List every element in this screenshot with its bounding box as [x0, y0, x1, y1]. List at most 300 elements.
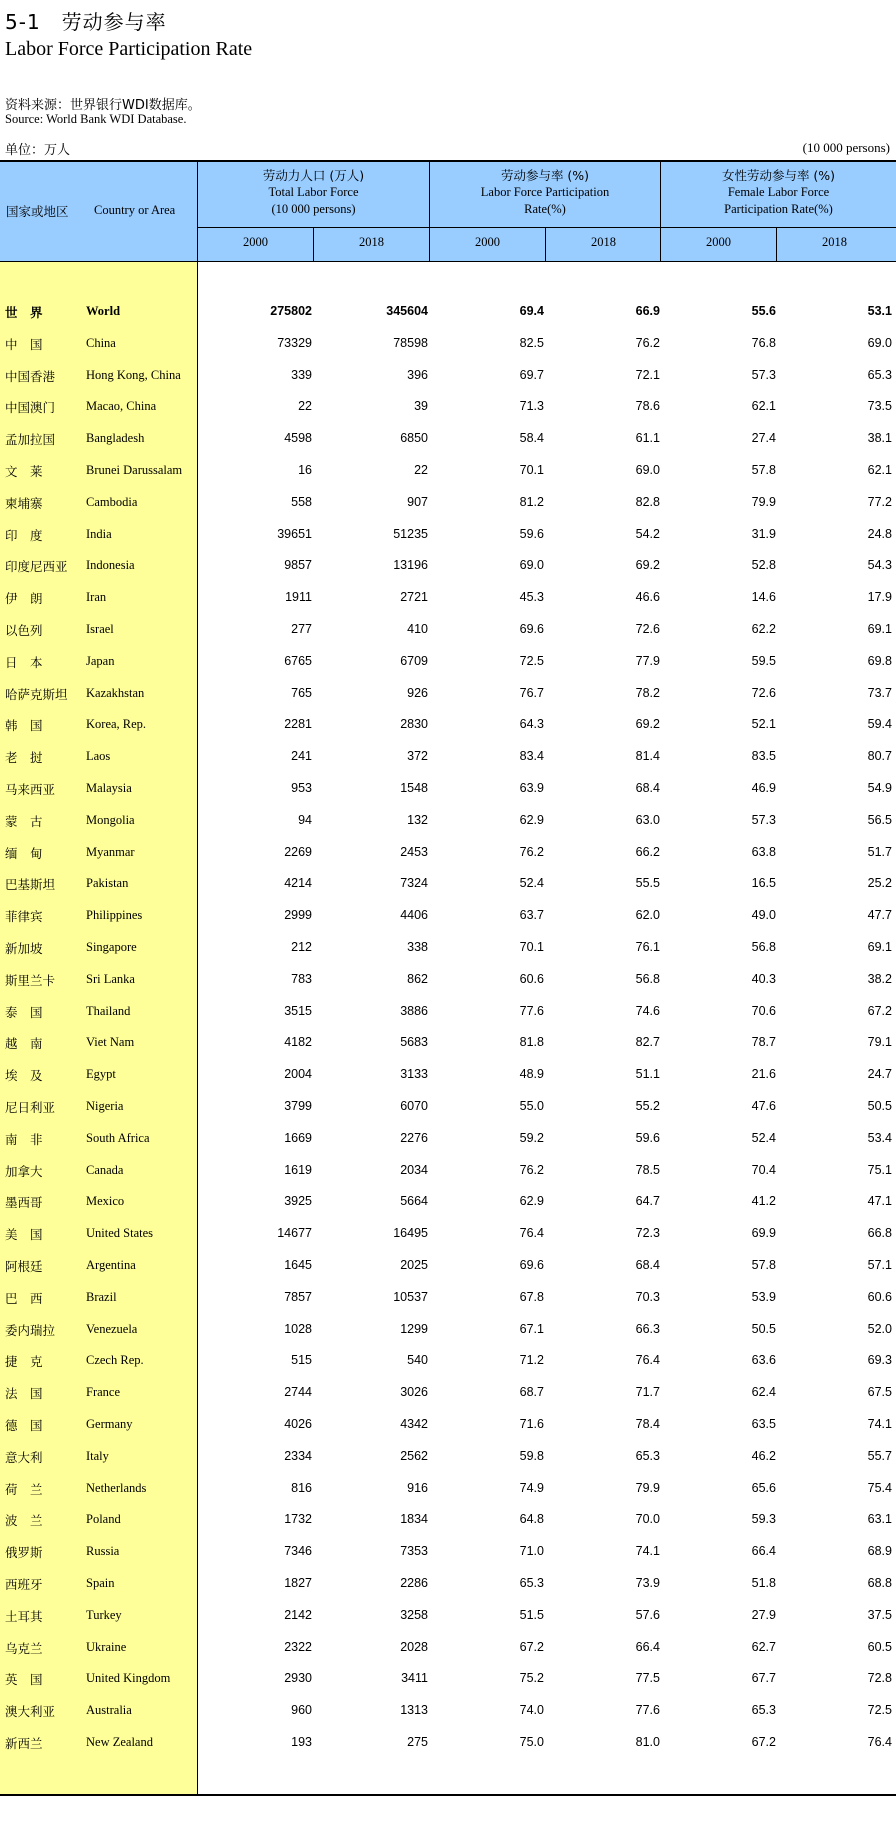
country-name-en: Thailand: [86, 1003, 131, 1018]
country-name-en: Russia: [86, 1544, 120, 1559]
table-row: [0, 772, 896, 804]
table-row: [0, 1376, 896, 1408]
participation-rate-2000: 76.4: [519, 1226, 544, 1241]
country-name-en: Brazil: [86, 1289, 117, 1304]
labor-force-2018: 16495: [393, 1226, 428, 1241]
header-country-en: Country or Area: [94, 203, 176, 217]
labor-force-2000: 6765: [284, 653, 312, 668]
female-rate-2018: 79.1: [867, 1035, 892, 1050]
participation-rate-2000: 51.5: [519, 1607, 544, 1622]
labor-force-2000: 39651: [277, 526, 312, 541]
labor-force-2018: 338: [407, 940, 428, 954]
participation-rate-2000: 69.4: [519, 304, 544, 318]
female-rate-2000: 79.9: [751, 494, 776, 509]
labor-force-2018: 3411: [401, 1671, 428, 1686]
table-row: [0, 645, 896, 677]
labor-force-2018: 926: [407, 685, 428, 700]
labor-force-2018: 4342: [400, 1417, 428, 1431]
female-rate-2000: 40.3: [751, 971, 776, 986]
labor-force-2018: 2276: [400, 1130, 428, 1145]
labor-force-2018: 2453: [400, 844, 428, 859]
participation-rate-2018: 59.6: [635, 1130, 660, 1145]
female-rate-2018: 69.3: [867, 1353, 892, 1368]
table-row: [0, 1472, 896, 1504]
country-name-en: Canada: [86, 1162, 124, 1177]
labor-force-2018: 39: [414, 399, 428, 414]
participation-rate-2018: 82.7: [635, 1035, 660, 1050]
female-rate-2018: 59.4: [867, 717, 892, 732]
country-name-en: Bangladesh: [86, 431, 145, 446]
female-rate-2018: 77.2: [867, 494, 892, 509]
labor-force-2018: 345604: [386, 304, 428, 318]
labor-force-2000: 2281: [284, 717, 312, 732]
labor-force-2000: 2269: [284, 844, 312, 859]
table-row: [0, 1154, 896, 1186]
labor-force-2018: 2286: [400, 1576, 428, 1590]
participation-rate-2018: 78.2: [635, 685, 660, 700]
female-rate-2018: 62.1: [867, 463, 892, 477]
labor-force-2018: 5664: [400, 1194, 428, 1209]
labor-force-2018: 10537: [393, 1289, 428, 1304]
country-name-zh: 英 国: [5, 1672, 43, 1688]
table-row: [0, 390, 896, 422]
header-year: 2000: [706, 235, 731, 249]
unit-label-en: (10 000 persons): [802, 140, 890, 155]
table-row: [0, 708, 896, 740]
table-row: [0, 549, 896, 581]
country-name-zh: 泰 国: [5, 1004, 43, 1020]
table-row: [0, 1122, 896, 1154]
table-row: [0, 1440, 896, 1472]
participation-rate-2018: 77.5: [635, 1671, 660, 1686]
labor-force-2000: 14677: [277, 1226, 312, 1241]
participation-rate-2018: 81.0: [635, 1735, 660, 1749]
header-group-en: Total Labor Force: [268, 185, 359, 199]
table-row: [0, 1058, 896, 1090]
labor-force-2000: 22: [298, 399, 312, 414]
country-name-zh: 乌克兰: [5, 1640, 43, 1656]
labor-force-2018: 22: [414, 463, 428, 477]
country-name-en: Indonesia: [86, 558, 135, 573]
participation-rate-2000: 52.4: [519, 876, 544, 891]
female-rate-2000: 47.6: [751, 1099, 776, 1113]
country-name-en: Czech Rep.: [86, 1353, 144, 1368]
labor-force-2018: 7324: [400, 876, 428, 891]
page-title-zh: 5-1 劳动参与率: [5, 10, 167, 34]
female-rate-2018: 76.4: [867, 1735, 892, 1749]
labor-force-2018: 3258: [400, 1607, 428, 1622]
labor-force-2018: 6850: [400, 431, 428, 446]
table-row: [0, 1662, 896, 1694]
header-year: 2018: [359, 235, 384, 249]
country-name-zh: 南 非: [5, 1131, 43, 1147]
country-name-en: Mongolia: [86, 812, 135, 827]
female-rate-2018: 67.5: [867, 1385, 892, 1400]
country-name-en: Argentina: [86, 1258, 136, 1272]
participation-rate-2000: 71.3: [519, 399, 544, 414]
country-name-zh: 美 国: [5, 1227, 43, 1243]
labor-force-2018: 13196: [393, 558, 428, 573]
labor-force-2000: 2322: [284, 1639, 312, 1654]
country-name-en: India: [86, 526, 112, 541]
table-row: [0, 1694, 896, 1726]
country-name-en: Korea, Rep.: [86, 717, 147, 732]
country-name-zh: 荷 兰: [5, 1481, 43, 1497]
labor-force-2000: 73329: [277, 335, 312, 350]
female-rate-2018: 72.5: [867, 1703, 892, 1718]
participation-rate-2018: 65.3: [635, 1448, 660, 1463]
page-title-en: Labor Force Participation Rate: [5, 38, 253, 60]
header-group-en: (10 000 persons): [271, 202, 356, 216]
country-name-en: Myanmar: [86, 844, 135, 859]
participation-rate-2018: 68.4: [635, 1258, 660, 1272]
labor-force-2000: 4214: [284, 876, 312, 891]
participation-rate-2000: 63.9: [519, 781, 544, 795]
participation-rate-2000: 71.2: [519, 1353, 544, 1368]
header-participation-rate: [430, 167, 660, 218]
participation-rate-2018: 77.6: [635, 1703, 660, 1718]
header-year: 2000: [475, 235, 500, 249]
country-name-zh: 越 南: [5, 1036, 43, 1052]
labor-force-2000: 2999: [284, 908, 312, 923]
female-rate-2018: 80.7: [867, 749, 892, 764]
participation-rate-2018: 68.4: [635, 781, 660, 795]
country-name-en: Hong Kong, China: [86, 367, 181, 382]
female-rate-2018: 63.1: [867, 1512, 892, 1527]
country-name-zh: 世 界: [5, 305, 43, 320]
country-name-zh: 老 挝: [5, 750, 43, 766]
country-name-zh: 日 本: [5, 654, 43, 670]
participation-rate-2018: 70.0: [635, 1512, 660, 1527]
country-name-zh: 西班牙: [5, 1577, 43, 1592]
female-rate-2000: 72.6: [751, 685, 776, 700]
female-rate-2018: 51.7: [867, 844, 892, 859]
labor-force-2018: 132: [407, 812, 428, 827]
source-note-zh: 资料来源：世界银行WDI数据库。: [5, 98, 201, 113]
source-note-en: Source: World Bank WDI Database.: [5, 112, 187, 126]
country-name-zh: 蒙 古: [5, 813, 43, 829]
country-name-zh: 文 莱: [5, 464, 43, 479]
country-name-en: Philippines: [86, 908, 143, 923]
labor-force-2000: 94: [298, 812, 312, 827]
country-name-en: Japan: [86, 653, 115, 668]
participation-rate-2000: 70.1: [519, 940, 544, 954]
participation-rate-2000: 74.0: [519, 1703, 544, 1718]
labor-force-2000: 277: [291, 622, 312, 636]
participation-rate-2018: 66.3: [635, 1321, 660, 1336]
participation-rate-2018: 70.3: [635, 1289, 660, 1304]
participation-rate-2018: 57.6: [635, 1607, 660, 1622]
participation-rate-2018: 74.1: [635, 1544, 660, 1559]
country-name-zh: 土耳其: [5, 1608, 43, 1624]
participation-rate-2018: 76.2: [635, 335, 660, 350]
country-name-zh: 法 国: [5, 1386, 43, 1402]
female-rate-2000: 31.9: [751, 526, 776, 541]
header-group-zh: 女性劳动参与率 (%): [721, 168, 836, 183]
participation-rate-2018: 56.8: [635, 971, 660, 986]
female-rate-2000: 27.4: [751, 431, 776, 446]
country-name-zh: 俄罗斯: [5, 1545, 43, 1561]
participation-rate-2018: 71.7: [635, 1385, 660, 1400]
female-rate-2000: 65.3: [751, 1703, 776, 1718]
table-row: [0, 518, 896, 550]
participation-rate-2000: 68.7: [519, 1385, 544, 1400]
participation-rate-2000: 67.2: [519, 1639, 544, 1654]
country-name-en: Spain: [86, 1576, 115, 1590]
labor-force-2018: 396: [407, 367, 428, 382]
labor-force-2000: 960: [291, 1703, 312, 1718]
female-rate-2018: 25.2: [867, 876, 892, 891]
participation-rate-2000: 55.0: [519, 1099, 544, 1113]
labor-force-2000: 2930: [284, 1671, 312, 1686]
country-name-en: Israel: [86, 622, 114, 636]
table-row: [0, 295, 896, 327]
labor-force-2000: 7857: [284, 1289, 312, 1304]
labor-force-2018: 1299: [400, 1321, 428, 1336]
labor-force-table: [0, 160, 896, 1796]
participation-rate-2018: 54.2: [635, 526, 660, 541]
country-name-en: France: [86, 1385, 121, 1400]
table-row: [0, 613, 896, 645]
participation-rate-2000: 58.4: [519, 431, 544, 446]
female-rate-2018: 47.1: [867, 1194, 892, 1209]
country-name-en: Viet Nam: [86, 1035, 135, 1050]
female-rate-2000: 66.4: [751, 1544, 776, 1559]
female-rate-2000: 46.9: [751, 781, 776, 795]
table-row: [0, 1185, 896, 1217]
female-rate-2000: 57.3: [751, 367, 776, 382]
participation-rate-2018: 76.4: [635, 1353, 660, 1368]
participation-rate-2018: 64.7: [635, 1194, 660, 1209]
country-name-zh: 波 兰: [5, 1513, 43, 1529]
participation-rate-2000: 72.5: [519, 653, 544, 668]
labor-force-2018: 3133: [400, 1067, 428, 1082]
country-name-zh: 阿根廷: [5, 1259, 43, 1274]
unit-label-zh: 单位：万人: [5, 143, 71, 158]
table-row: [0, 1313, 896, 1345]
female-rate-2018: 17.9: [867, 590, 892, 605]
table-row: [0, 995, 896, 1027]
country-name-zh: 埃 及: [5, 1068, 43, 1084]
female-rate-2018: 38.2: [867, 971, 892, 986]
participation-rate-2000: 82.5: [519, 335, 544, 350]
female-rate-2018: 47.7: [867, 908, 892, 923]
participation-rate-2000: 65.3: [519, 1576, 544, 1590]
table-row: [0, 1090, 896, 1122]
table-row: [0, 963, 896, 995]
participation-rate-2018: 63.0: [635, 812, 660, 827]
labor-force-2018: 372: [407, 749, 428, 764]
female-rate-2018: 24.8: [867, 526, 892, 541]
country-name-zh: 墨西哥: [5, 1195, 43, 1211]
table-row: [0, 1631, 896, 1663]
participation-rate-2018: 69.2: [635, 717, 660, 732]
country-name-en: Egypt: [86, 1067, 116, 1082]
participation-rate-2000: 74.9: [519, 1480, 544, 1495]
female-rate-2000: 52.1: [751, 717, 776, 732]
participation-rate-2000: 62.9: [519, 1194, 544, 1209]
female-rate-2018: 37.5: [867, 1607, 892, 1622]
participation-rate-2018: 66.2: [635, 844, 660, 859]
header-year: 2018: [591, 235, 616, 249]
labor-force-2018: 2028: [400, 1639, 428, 1654]
labor-force-2018: 2562: [400, 1448, 428, 1463]
labor-force-2018: 862: [407, 971, 428, 986]
labor-force-2000: 2004: [284, 1067, 312, 1082]
header-total-labor-force: [198, 167, 429, 218]
labor-force-2000: 3925: [284, 1194, 312, 1209]
participation-rate-2000: 69.6: [519, 1258, 544, 1272]
female-rate-2018: 65.3: [867, 367, 892, 382]
country-name-en: Laos: [86, 749, 111, 764]
female-rate-2018: 24.7: [867, 1067, 892, 1082]
country-name-en: Iran: [86, 590, 107, 605]
participation-rate-2018: 69.2: [635, 558, 660, 573]
participation-rate-2000: 75.2: [519, 1671, 544, 1686]
country-name-en: Sri Lanka: [86, 971, 135, 986]
labor-force-2000: 241: [291, 749, 312, 764]
labor-force-2000: 1619: [284, 1162, 312, 1177]
female-rate-2018: 75.1: [867, 1162, 892, 1177]
female-rate-2018: 60.6: [867, 1289, 892, 1304]
country-name-en: South Africa: [86, 1130, 150, 1145]
table-row: [0, 1567, 896, 1599]
female-rate-2000: 76.8: [751, 335, 776, 350]
participation-rate-2000: 81.2: [519, 494, 544, 509]
country-name-en: United States: [86, 1226, 154, 1241]
country-name-zh: 捷 克: [5, 1354, 43, 1370]
table-row: [0, 1408, 896, 1440]
labor-force-2018: 2034: [400, 1162, 428, 1177]
country-name-zh: 新西兰: [5, 1736, 43, 1751]
female-rate-2018: 69.0: [867, 335, 892, 350]
header-bottom-rule: [0, 261, 896, 262]
labor-force-2018: 1834: [400, 1512, 428, 1527]
female-rate-2018: 60.5: [867, 1639, 892, 1654]
country-name-zh: 韩 国: [5, 718, 43, 734]
female-rate-2000: 53.9: [751, 1289, 776, 1304]
country-name-zh: 中国澳门: [5, 400, 56, 416]
labor-force-2000: 193: [291, 1735, 312, 1749]
country-name-en: Australia: [86, 1703, 132, 1718]
country-name-en: Mexico: [86, 1194, 125, 1209]
female-rate-2000: 57.8: [751, 1258, 776, 1272]
female-rate-2000: 52.4: [751, 1130, 776, 1145]
participation-rate-2018: 55.2: [635, 1099, 660, 1113]
labor-force-2018: 3026: [400, 1385, 428, 1400]
participation-rate-2000: 64.8: [519, 1512, 544, 1527]
country-name-zh: 中国香港: [5, 368, 56, 384]
table-row: [0, 1344, 896, 1376]
female-rate-2018: 66.8: [867, 1226, 892, 1241]
country-name-en: Cambodia: [86, 494, 138, 509]
participation-rate-2000: 71.6: [519, 1417, 544, 1431]
country-name-en: Malaysia: [86, 781, 132, 795]
labor-force-2000: 1911: [285, 590, 312, 605]
table-row: [0, 1249, 896, 1281]
female-rate-2000: 27.9: [751, 1607, 776, 1622]
country-name-zh: 委内瑞拉: [5, 1322, 56, 1338]
female-rate-2000: 51.8: [751, 1576, 776, 1590]
participation-rate-2000: 77.6: [519, 1003, 544, 1018]
participation-rate-2018: 74.6: [635, 1003, 660, 1018]
country-name-en: Kazakhstan: [86, 685, 145, 700]
labor-force-2018: 275: [407, 1735, 428, 1749]
participation-rate-2018: 78.5: [635, 1162, 660, 1177]
table-row: [0, 327, 896, 359]
female-rate-2000: 57.3: [751, 812, 776, 827]
participation-rate-2000: 69.6: [519, 622, 544, 636]
participation-rate-2018: 72.6: [635, 622, 660, 636]
participation-rate-2018: 46.6: [635, 590, 660, 605]
labor-force-2018: 51235: [393, 526, 428, 541]
labor-force-2018: 1313: [400, 1703, 428, 1718]
female-rate-2000: 57.8: [751, 463, 776, 477]
country-name-zh: 印 度: [5, 527, 43, 543]
header-year: 2018: [822, 235, 847, 249]
labor-force-2000: 765: [291, 685, 312, 700]
labor-force-2000: 275802: [270, 304, 312, 318]
participation-rate-2000: 76.2: [519, 1162, 544, 1177]
labor-force-2018: 4406: [400, 908, 428, 923]
female-rate-2018: 50.5: [867, 1099, 892, 1113]
labor-force-2000: 2142: [284, 1607, 312, 1622]
country-name-zh: 德 国: [5, 1418, 43, 1433]
female-rate-2000: 16.5: [751, 876, 776, 891]
female-rate-2018: 38.1: [867, 431, 892, 446]
female-rate-2018: 68.8: [867, 1576, 892, 1590]
participation-rate-2000: 83.4: [519, 749, 544, 764]
table-row: [0, 1535, 896, 1567]
header-group-en: Labor Force Participation: [480, 185, 610, 199]
country-name-zh: 孟加拉国: [5, 432, 56, 448]
labor-force-2000: 4182: [284, 1035, 312, 1050]
participation-rate-2000: 69.0: [519, 558, 544, 573]
female-rate-2018: 54.3: [867, 558, 892, 573]
country-name-en: Ukraine: [86, 1639, 127, 1654]
female-rate-2000: 69.9: [751, 1226, 776, 1241]
female-rate-2018: 52.0: [867, 1321, 892, 1336]
labor-force-2000: 1732: [284, 1512, 312, 1527]
participation-rate-2000: 63.7: [519, 908, 544, 923]
labor-force-2000: 4026: [284, 1417, 312, 1431]
female-rate-2000: 63.8: [751, 844, 776, 859]
header-group-en: Participation Rate(%): [724, 202, 833, 216]
header-group-en: Rate(%): [524, 202, 566, 216]
labor-force-2018: 2830: [400, 717, 428, 732]
labor-force-2000: 515: [291, 1353, 312, 1368]
labor-force-2018: 540: [407, 1353, 428, 1368]
participation-rate-2000: 69.7: [519, 367, 544, 382]
country-name-zh: 柬埔寨: [5, 495, 43, 511]
labor-force-2018: 5683: [400, 1035, 428, 1050]
labor-force-2000: 1669: [284, 1130, 312, 1145]
female-rate-2018: 67.2: [867, 1003, 892, 1018]
female-rate-2000: 62.7: [751, 1639, 776, 1654]
labor-force-2018: 78598: [393, 335, 428, 350]
labor-force-2000: 7346: [284, 1544, 312, 1559]
country-name-en: Poland: [86, 1512, 121, 1527]
participation-rate-2018: 81.4: [635, 749, 660, 764]
participation-rate-2018: 55.5: [635, 876, 660, 891]
country-name-zh: 哈萨克斯坦: [5, 686, 68, 702]
participation-rate-2018: 69.0: [635, 463, 660, 477]
header-group-zh: 劳动参与率 (%): [500, 168, 590, 183]
country-name-zh: 伊 朗: [5, 591, 43, 607]
table-row: [0, 836, 896, 868]
table-row: [0, 740, 896, 772]
header-country-cell: [0, 162, 198, 261]
